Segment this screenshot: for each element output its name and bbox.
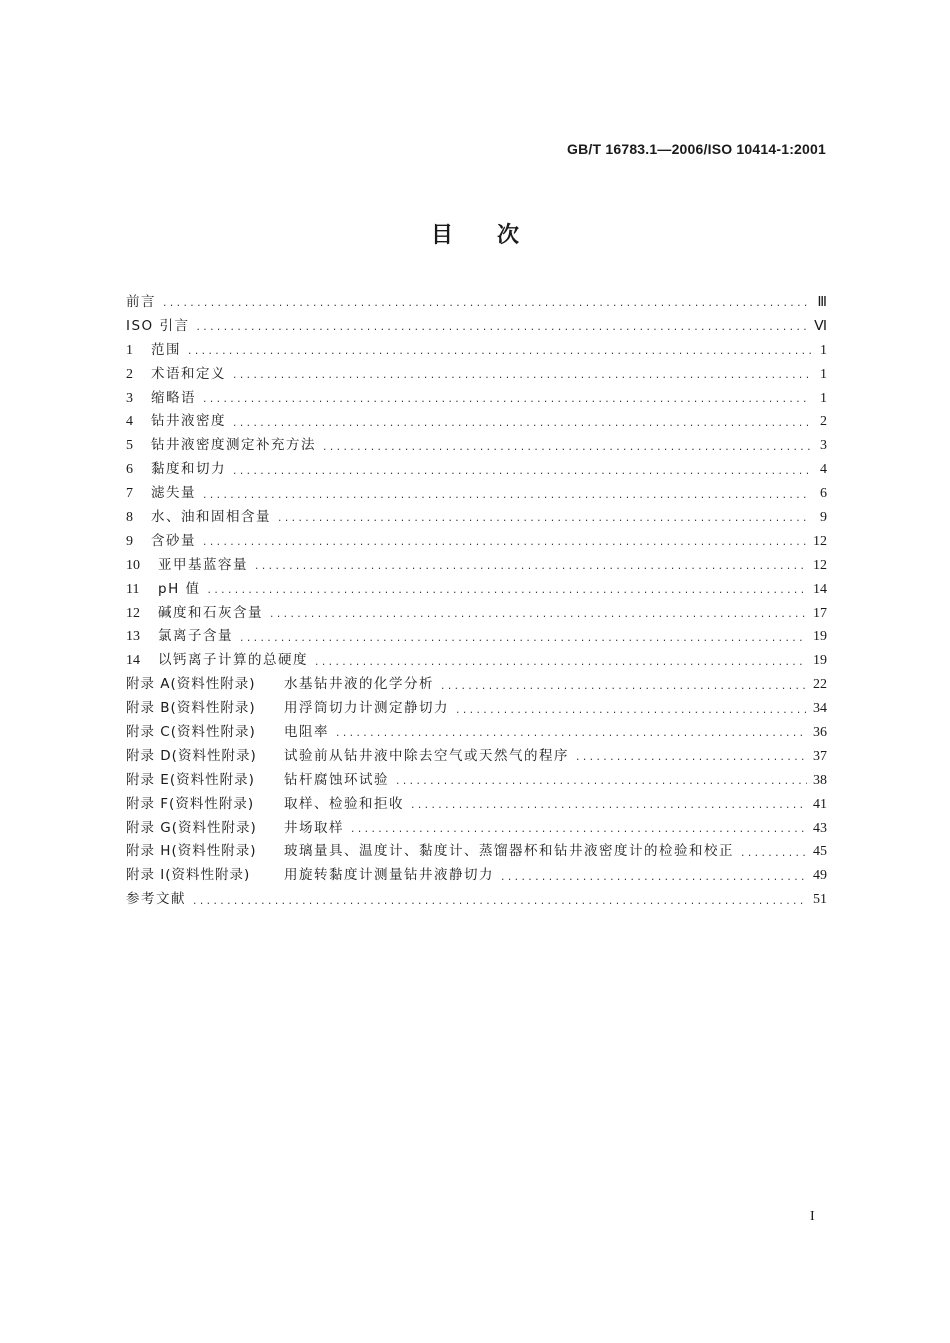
toc-entry-label: 电阻率 bbox=[284, 724, 329, 741]
dot-leader bbox=[277, 515, 811, 524]
toc-entry-number: 9 bbox=[126, 533, 133, 549]
toc-entry-label: 钻井液密度 bbox=[151, 413, 226, 430]
dot-leader bbox=[269, 611, 807, 620]
toc-entry-page: 34 bbox=[813, 701, 827, 717]
toc-entry-label: 黏度和切力 bbox=[151, 461, 226, 478]
toc-entry-label: 缩略语 bbox=[151, 389, 196, 406]
toc-entry-label: ISO 引言 bbox=[126, 317, 190, 334]
toc-entry[interactable] bbox=[126, 409, 827, 433]
toc-entry-label: 参考文献 bbox=[126, 891, 186, 908]
toc-entry[interactable] bbox=[126, 792, 827, 816]
toc-entry-page: 41 bbox=[813, 796, 827, 812]
toc-entry[interactable] bbox=[126, 648, 827, 672]
toc-entry[interactable] bbox=[126, 601, 827, 625]
dot-leader bbox=[232, 468, 811, 477]
page-number: I bbox=[810, 1209, 815, 1224]
toc-annex-prefix: 附录 I(资料性附录) bbox=[126, 867, 251, 884]
dot-leader bbox=[239, 635, 807, 644]
toc-entry-page: 19 bbox=[813, 653, 827, 669]
toc-entry[interactable] bbox=[126, 863, 827, 887]
toc-entry-label: 用旋转黏度计测量钻井液静切力 bbox=[284, 867, 494, 884]
toc-entry-page: 19 bbox=[813, 629, 827, 645]
dot-leader bbox=[500, 874, 807, 883]
dot-leader bbox=[232, 420, 811, 429]
toc-entry-label: 滤失量 bbox=[151, 485, 196, 502]
toc-entry-page: 6 bbox=[820, 486, 827, 502]
toc-entry[interactable] bbox=[126, 553, 827, 577]
toc-entry-page: 17 bbox=[813, 605, 827, 621]
toc-entry[interactable] bbox=[126, 624, 827, 648]
dot-leader bbox=[455, 707, 807, 716]
toc-entry-label: 钻井液密度测定补充方法 bbox=[151, 437, 316, 454]
toc-entry[interactable] bbox=[126, 887, 827, 911]
standard-number: GB/T 16783.1—2006/ISO 10414-1:2001 bbox=[567, 141, 826, 157]
toc-entry-label: 前言 bbox=[126, 294, 156, 310]
toc-entry[interactable] bbox=[126, 338, 827, 362]
toc-entry-page: Ⅵ bbox=[814, 318, 827, 334]
toc-entry-label: 取样、检验和拒收 bbox=[284, 795, 404, 812]
dot-leader bbox=[575, 754, 807, 763]
toc-entry-label: 水基钻井液的化学分析 bbox=[284, 676, 434, 693]
dot-leader bbox=[202, 539, 807, 548]
dot-leader bbox=[254, 563, 807, 572]
toc-entry-label: 氯离子含量 bbox=[158, 628, 233, 645]
dot-leader bbox=[162, 300, 811, 309]
dot-leader bbox=[350, 826, 807, 835]
toc-entry[interactable] bbox=[126, 457, 827, 481]
toc-entry[interactable] bbox=[126, 362, 827, 386]
toc-entry[interactable] bbox=[126, 529, 827, 553]
toc-entry-number: 8 bbox=[126, 510, 133, 526]
toc-entry-page: 51 bbox=[813, 892, 827, 908]
toc-entry-number: 3 bbox=[126, 390, 133, 406]
toc-entry-page: 1 bbox=[820, 366, 827, 382]
toc-entry-page: 36 bbox=[813, 725, 827, 741]
dot-leader bbox=[202, 492, 811, 501]
toc-annex-prefix: 附录 E(资料性附录) bbox=[126, 771, 255, 788]
toc-entry-label: 范围 bbox=[151, 341, 181, 358]
toc-entry-page: 3 bbox=[820, 438, 827, 454]
toc-entry[interactable] bbox=[126, 672, 827, 696]
title-char-1: 目 bbox=[430, 223, 453, 248]
toc-entry[interactable] bbox=[126, 386, 827, 410]
toc-entry[interactable] bbox=[126, 290, 827, 314]
dot-leader bbox=[202, 396, 811, 405]
toc-entry-number: 14 bbox=[126, 653, 140, 669]
toc-entry-page: 49 bbox=[813, 868, 827, 884]
toc-entry[interactable] bbox=[126, 481, 827, 505]
toc-entry-label: 术语和定义 bbox=[151, 365, 226, 382]
dot-leader bbox=[232, 372, 811, 381]
dot-leader bbox=[192, 898, 807, 907]
dot-leader bbox=[314, 659, 807, 668]
toc-entry-label: 试验前从钻井液中除去空气或天然气的程序 bbox=[284, 747, 569, 764]
dot-leader bbox=[335, 730, 807, 739]
toc-entry-page: 1 bbox=[820, 342, 827, 358]
title-char-2: 次 bbox=[497, 223, 520, 248]
toc-entry-page: 12 bbox=[813, 557, 827, 573]
toc-entry-label: pH 值 bbox=[158, 580, 201, 597]
dot-leader bbox=[395, 778, 807, 787]
toc-entry-number: 12 bbox=[126, 605, 140, 621]
toc-entry-number: 1 bbox=[126, 342, 133, 358]
toc-entry-label: 井场取样 bbox=[284, 819, 344, 836]
toc-entry-label: 含砂量 bbox=[151, 532, 196, 549]
toc-entry-page: 14 bbox=[813, 581, 827, 597]
dot-leader bbox=[187, 348, 811, 357]
toc-entry-label: 钻杆腐蚀环试验 bbox=[284, 771, 389, 788]
toc-entry-page: 38 bbox=[813, 772, 827, 788]
dot-leader bbox=[195, 324, 808, 333]
toc-entry[interactable] bbox=[126, 577, 827, 601]
toc-entry-label: 用浮筒切力计测定静切力 bbox=[284, 700, 449, 717]
toc-annex-prefix: 附录 G(资料性附录) bbox=[126, 819, 257, 836]
toc-entry-page: Ⅲ bbox=[817, 295, 827, 310]
toc-entry[interactable] bbox=[126, 720, 827, 744]
toc-entry[interactable] bbox=[126, 505, 827, 529]
toc-entry[interactable] bbox=[126, 816, 827, 840]
toc-entry[interactable] bbox=[126, 433, 827, 457]
toc-entry-number: 5 bbox=[126, 438, 133, 454]
toc-entry-number: 6 bbox=[126, 462, 133, 478]
toc-entry-page: 12 bbox=[813, 533, 827, 549]
dot-leader bbox=[440, 683, 807, 692]
toc-entry-number: 13 bbox=[126, 629, 140, 645]
toc-entry[interactable] bbox=[126, 696, 827, 720]
dot-leader bbox=[410, 802, 807, 811]
toc-entry-page: 9 bbox=[820, 510, 827, 526]
toc-entry-page: 2 bbox=[820, 414, 827, 430]
toc-entry-page: 1 bbox=[820, 390, 827, 406]
toc-entry-label: 以钙离子计算的总硬度 bbox=[158, 652, 308, 669]
toc-entry-page: 37 bbox=[813, 748, 827, 764]
toc-entry-label: 玻璃量具、温度计、黏度计、蒸馏器杯和钻井液密度计的检验和校正 bbox=[284, 843, 734, 860]
toc-entry[interactable] bbox=[126, 768, 827, 792]
toc-entry-page: 4 bbox=[820, 462, 827, 478]
toc-entry-page: 43 bbox=[813, 820, 827, 836]
dot-leader bbox=[740, 850, 807, 859]
dot-leader bbox=[207, 587, 807, 596]
toc-entry-label: 水、油和固相含量 bbox=[151, 509, 271, 526]
toc-entry-label: 碱度和石灰含量 bbox=[158, 604, 263, 621]
toc-annex-prefix: 附录 H(资料性附录) bbox=[126, 843, 257, 860]
toc-entry-label: 亚甲基蓝容量 bbox=[158, 556, 248, 573]
toc-entry-page: 22 bbox=[813, 677, 827, 693]
toc-annex-prefix: 附录 B(资料性附录) bbox=[126, 700, 256, 717]
toc-entry[interactable] bbox=[126, 314, 827, 338]
toc-entry-page: 45 bbox=[813, 844, 827, 860]
toc-entry[interactable] bbox=[126, 839, 827, 863]
toc-entry-number: 11 bbox=[126, 581, 140, 597]
toc-entry-number: 2 bbox=[126, 366, 133, 382]
toc-entry[interactable] bbox=[126, 744, 827, 768]
toc-annex-prefix: 附录 D(资料性附录) bbox=[126, 747, 257, 764]
dot-leader bbox=[322, 444, 811, 453]
toc-annex-prefix: 附录 C(资料性附录) bbox=[126, 724, 256, 741]
toc-entry-number: 7 bbox=[126, 486, 133, 502]
page-title bbox=[0, 218, 950, 249]
toc-annex-prefix: 附录 F(资料性附录) bbox=[126, 795, 255, 812]
table-of-contents bbox=[126, 290, 827, 911]
toc-annex-prefix: 附录 A(资料性附录) bbox=[126, 676, 256, 693]
toc-entry-number: 4 bbox=[126, 414, 133, 430]
toc-entry-number: 10 bbox=[126, 557, 140, 573]
